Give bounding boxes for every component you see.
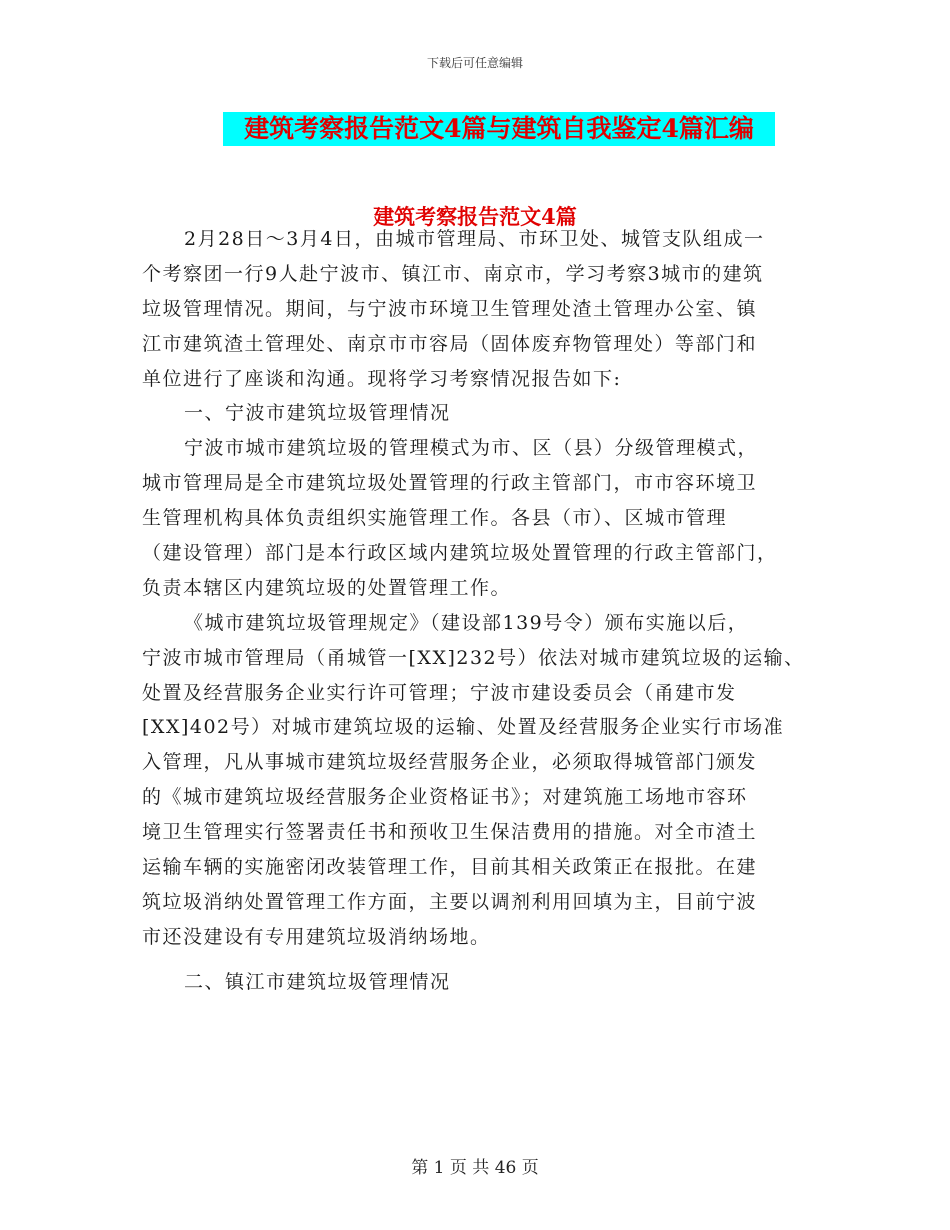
body-line: 筑垃圾消纳处置管理工作方面，主要以调剂利用回填为主，目前宁波: [142, 890, 758, 913]
page-number-footer: 第 1 页 共 46 页: [411, 1158, 539, 1178]
body-line: 《城市建筑垃圾管理规定》（建设部139号令）颁布实施以后，: [184, 611, 749, 634]
body-line: 垃圾管理情况。期间，与宁波市环境卫生管理处渣土管理办公室、镇: [142, 297, 758, 320]
body-line: 宁波市城市建筑垃圾的管理模式为市、区（县）分级管理模式，: [184, 437, 759, 460]
body-line: 生管理机构具体负责组织实施管理工作。各县（市）、区城市管理: [142, 507, 728, 530]
body-line: 入管理，凡从事城市建筑垃圾经营服务企业，必须取得城管部门颁发: [142, 751, 758, 774]
document-body: [142, 222, 822, 1000]
body-line: [XX]402号）对城市建筑垃圾的运输、处置及经营服务企业实行市场准: [142, 716, 785, 739]
body-line: 2月28日～3月4日，由城市管理局、市环卫处、城管支队组成一: [184, 228, 765, 250]
body-line: （建设管理）部门是本行政区域内建筑垃圾处置管理的行政主管部门，: [142, 542, 778, 565]
body-line: 境卫生管理实行签署责任书和预收卫生保洁费用的措施。对全市渣土: [142, 821, 758, 844]
document-title-text: 建筑考察报告范文4篇与建筑自我鉴定4篇汇编: [244, 114, 754, 143]
body-line: 二、镇江市建筑垃圾管理情况: [184, 970, 451, 993]
body-line: 运输车辆的实施密闭改装管理工作，目前其相关政策正在报批。在建: [142, 856, 758, 879]
body-line: 宁波市城市管理局（甬城管一[XX]232号）依法对城市建筑垃圾的运输、: [142, 646, 805, 669]
body-line: 个考察团一行9人赴宁波市、镇江市、南京市，学习考察3城市的建筑: [142, 262, 764, 285]
page-header-note: 下载后可任意编辑: [426, 56, 523, 70]
section-title: 建筑考察报告范文4篇: [373, 204, 577, 229]
body-line: 市还没建设有专用建筑垃圾消纳场地。: [142, 925, 491, 948]
document-title: [223, 112, 775, 146]
body-line: 一、宁波市建筑垃圾管理情况: [184, 402, 451, 425]
body-line: 江市建筑渣土管理处、南京市市容局（固体废弃物管理处）等部门和: [142, 332, 758, 355]
body-line: 单位进行了座谈和沟通。现将学习考察情况报告如下:: [142, 367, 622, 390]
body-line: 负责本辖区内建筑垃圾的处置管理工作。: [142, 576, 512, 599]
body-line: 城市管理局是全市建筑垃圾处置管理的行政主管部门，市市容环境卫: [142, 472, 758, 495]
body-line: 处置及经营服务企业实行许可管理；宁波市建设委员会（甬建市发: [142, 681, 737, 704]
body-line: 的《城市建筑垃圾经营服务企业资格证书》；对建筑施工场地市容环: [142, 786, 748, 809]
